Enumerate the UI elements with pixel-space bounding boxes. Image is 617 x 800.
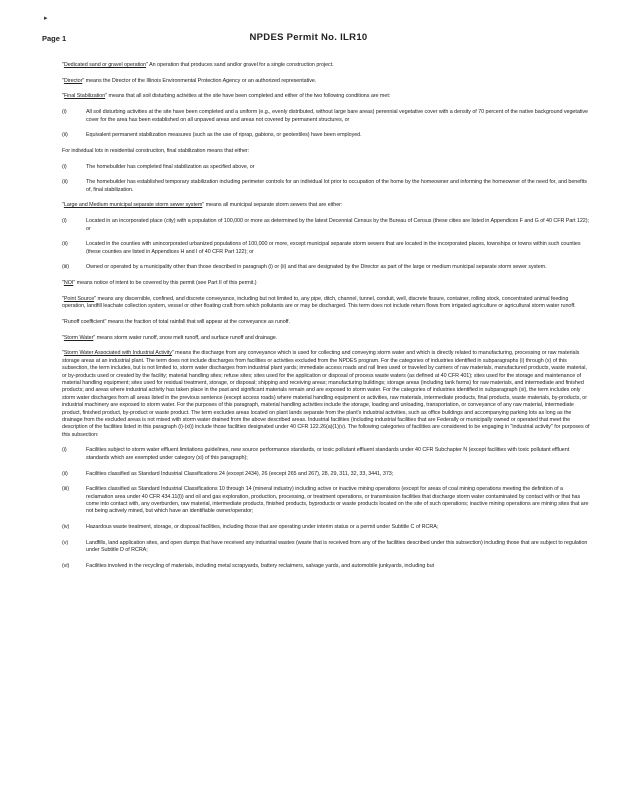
list-item-text: Landfills, land application sites, and open dumps that have received any industrial wastes (waste that is received from any of the facilities described under this subsection) including those that are subject to regulation under Subtitle D of RCRA;	[86, 539, 588, 554]
list-item	[62, 540, 590, 555]
defined-term: Storm Water	[63, 334, 94, 341]
definition-text: " means all municipal separate storm sewers that are either:	[202, 202, 343, 209]
list-item	[62, 524, 590, 531]
list-item	[62, 109, 590, 124]
list-item-text: Located in the counties with unincorporated urbanized populations of 100,000 or more, except municipal separate storm sewers that are located in the incorporated places, townships or towns within such counties (these counties are listed in Appendices H and I of 40 CFR Part 122); or	[86, 241, 581, 255]
scan-mark: ▸	[44, 15, 48, 22]
definition-paragraph: "Director" means the Director of the Illinois Environmental Protection Agency or an authorized representative.	[62, 77, 317, 84]
list-item	[62, 241, 590, 256]
list-item-label: (i)	[62, 447, 67, 454]
definition-paragraph: "Storm Water Associated with Industrial Activity" means the discharge from any conveyance which is used for collecting and conveying storm water and which is directly related to manufacturing, processing or raw materials storage areas at an industrial plant. The term does not include discharges from facilities or activities excluded from the NPDES program. For the categories of industries identified in subparagraphs (i) through (x) of this subsection, the term includes, but is not limited to, storm water discharges from industrial plant yards; immediate access roads and rail lines used or traveled by carriers of raw materials, manufactured products, waste material, or by-products used or created by the facility; material handling sites; refuse sites; sites used for the application or disposal of process waste waters (as defined at 40 CFR 401); sites used for the storage and maintenance of material handling equipment; sites used for residual treatment, storage, or disposal; shipping and receiving areas; manufacturing buildings; storage areas (including tank farms) for raw materials, and intermediate and finished products; and areas where industrial activity has taken place in the past and significant materials remain and are exposed to storm water. For the categories of industries identified in subparagraph (xi), the term includes only storm water discharges from all areas listed in the previous sentence (except access roads) where material handling equipment or activities, raw materials, intermediate products, final products, waste materials, by-products, or industrial machinery are exposed to storm water. For the purposes of this paragraph, material handling activities include the storage, loading and unloading, transportation, or conveyance of any raw material, intermediate product, finished product, by-product or waste product. The term excludes areas located on plant lands separate from the plant's industrial activities, such as office buildings and accompanying parking lots as long as the drainage from the excluded areas is not mixed with storm water drained from the above described areas. Industrial facilities (including industrial facilities that are Federally or municipally owned or operated that meet the description of the facilities listed in this paragraph (i)-(xi)) include those facilities designated under 40 CFR 122.26(a)(1)(v). The following categories of facilities are considered to be engaging in "industrial activity" for purposes of this subsection:	[62, 350, 590, 438]
list-item-text: Equivalent permanent stabilization measures (such as the use of riprap, gabions, or geotextiles) have been employed.	[86, 132, 362, 139]
list-item	[62, 179, 590, 194]
defined-term: Large and Medium municipal separate storm sewer system	[63, 202, 203, 209]
definition-text: " means storm water runoff, snow melt runoff, and surface runoff and drainage.	[93, 334, 278, 341]
list-item	[62, 471, 590, 478]
homebuilder-intro: For individual lots in residential construction, final stabilization means that either:	[62, 147, 250, 154]
defined-term: NOI	[63, 280, 74, 287]
list-item-text: Facilities classified as Standard Industrial Classifications 24 (except 2434), 26 (except 265 and 267), 28, 29, 311, 32, 33, 3441, 373;	[86, 470, 394, 477]
list-item-label: (vi)	[62, 563, 70, 569]
list-item-label: (iii)	[62, 486, 69, 493]
list-item-text: The homebuilder has completed final stabilization as specified above, or	[86, 163, 255, 170]
list-item	[62, 563, 590, 570]
definition-text: " means notice of intent to be covered by this permit (see Part II of this permit.)	[73, 280, 257, 287]
list-item-label: (v)	[62, 539, 69, 546]
definition-text: " means the fraction of total rainfall that will appear at the conveyance as runoff.	[104, 318, 290, 325]
list-item-label: (iii)	[62, 264, 69, 271]
defined-term: Point Source	[63, 295, 95, 302]
list-item-label: (ii)	[62, 179, 68, 186]
list-item-label: (i)	[62, 163, 67, 170]
list-item-label: (iv)	[62, 524, 70, 531]
page-number: Page 1	[42, 34, 67, 43]
definition-text: " means the discharge from any conveyance which is used for collecting and conveying storm water and which is directly related to manufacturing, processing or raw materials storage areas at an industrial plant. The term does not include discharges from facilities or activities excluded from the NPDES program. For the categories of industries identified in subparagraphs (i) through (x) of this subsection, the term includes, but is not limited to, storm water discharges from industrial plant yards; immediate access roads and rail lines used or traveled by carriers of raw materials, manufactured products, waste material, or by-products used or created by the facility; material handling sites; refuse sites; sites used for the application or disposal of process waste waters (as defined at 40 CFR 401); sites used for the storage and maintenance of material handling equipment; sites used for residual treatment, storage, or disposal; shipping and receiving areas; manufacturing buildings; storage areas (including tank farms) for raw materials, and intermediate and finished products; and areas where industrial activity has taken place in the past and significant materials remain and are exposed to storm water. For the categories of industries identified in subparagraph (xi), the term includes only storm water discharges from all areas listed in the previous sentence (except access roads) where material handling equipment or activities, raw materials, intermediate products, final products, waste materials, by-products, or industrial machinery are exposed to storm water. For the purposes of this paragraph, material handling activities include the storage, loading and unloading, transportation, or conveyance of any raw material, intermediate product, finished product, by-product or waste product. The term excludes areas located on plant lands separate from the plant's industrial activities, such as office buildings and accompanying parking lots as long as the drainage from the excluded areas is not mixed with storm water drained from the above described areas. Industrial facilities (including industrial facilities that are Federally or municipally owned or operated that meet the description of the facilities listed in this paragraph (i)-(xi)) include those facilities designated under 40 CFR 122.26(a)(1)(v). The following categories of facilities are considered to be engaging in "industrial activity" for purposes of this subsection:	[62, 350, 590, 438]
document-body	[62, 62, 590, 579]
definition-text: " means the Director of the Illinois Environmental Protection Agency or an authorized representative.	[82, 77, 317, 84]
list-item-text: Facilities involved in the recycling of materials, including metal scrapyards, battery reclaimers, salvage yards, and automobile junkyards, including but	[86, 563, 435, 569]
defined-term: Runoff coefficient	[63, 318, 105, 325]
definition-paragraph: "Storm Water" means storm water runoff, snow melt runoff, and surface runoff and drainage.	[62, 334, 278, 341]
list-item	[62, 164, 590, 171]
defined-term: Storm Water Associated with Industrial Activity	[63, 350, 172, 357]
list-item-text: Facilities classified as Standard Industrial Classifications 10 through 14 (mineral industry) including active or inactive mining operations (except for areas of coal mining operations meeting the definition of a reclamation area under 40 CFR 434.11(l)) and oil and gas exploration, production, processing, or treatment operations, or transmission facilities that discharge storm water contaminated by contact with or that has come into contact with, any overburden, raw material, intermediate products, finished products, byproducts or waste products located on the site of such operations; inactive mining operations are mining sites that are not being actively mined, but which have an identifiable owner/operator;	[86, 486, 589, 515]
definition-paragraph: "Point Source" means any discernible, confined, and discrete conveyance, including but not limited to, any pipe, ditch, channel, tunnel, conduit, well, discrete fissure, container, rolling stock, concentrated animal feeding operation, landfill leachate collection system, vessel or other floating craft from which pollutants are or may be discharged. This term does not include return flows from irrigated agriculture or agricultural storm water runoff.	[62, 295, 576, 310]
list-item-label: (ii)	[62, 132, 68, 139]
definition-text: " means any discernible, confined, and discrete conveyance, including but not limited to, any pipe, ditch, channel, tunnel, conduit, well, discrete fissure, container, rolling stock, concentrated animal feeding operation, landfill leachate collection system, vessel or other floating craft from which pollutants are or may be discharged. This term does not include return flows from irrigated agriculture or agricultural storm water runoff.	[62, 295, 576, 310]
list-item	[62, 264, 590, 271]
list-item	[62, 447, 590, 462]
defined-term: Final Stabilization	[63, 93, 106, 100]
page-title: NPDES Permit No. ILR10	[249, 32, 368, 43]
definition-text: " means that all soil disturbing activities at the site have been completed and either of the two following conditions are met:	[105, 93, 391, 100]
list-item	[62, 218, 590, 233]
list-item-text: Facilities subject to storm water effluent limitations guidelines, new source performance standards, or toxic pollutant effluent standards under 40 CFR Subchapter N (except facilities with toxic pollutant effluent standards which are exempted under category (xi) of this paragraph);	[86, 447, 570, 461]
definition-paragraph: "Runoff coefficient" means the fraction of total rainfall that will appear at the conveyance as runoff.	[62, 318, 290, 325]
list-item-label: (i)	[62, 109, 67, 116]
definition-paragraph: "Large and Medium municipal separate storm sewer system" means all municipal separate storm sewers that are either:	[62, 202, 343, 209]
definition-paragraph: "Dedicated sand or gravel operation" An operation that produces sand and/or gravel for a single construction project.	[62, 62, 334, 68]
list-item	[62, 486, 590, 516]
list-item-label: (ii)	[62, 241, 68, 248]
list-item-text: Hazardous waste treatment, storage, or disposal facilities, including those that are operating under interim status or a permit under Subtitle C of RCRA;	[86, 524, 439, 531]
list-item-text: Located in an incorporated place (city) with a population of 100,000 or more as determined by the latest Decennial Census by the Bureau of Census (these cities are listed in Appendices F and G of 40 CFR Part 122); or	[86, 218, 589, 232]
defined-term: Director	[63, 77, 83, 84]
list-item-text: Owned or operated by a municipality other than those described in paragraph (i) or (ii) and that are designated by the Director as part of the large or medium municipal separate storm sewer system.	[86, 264, 547, 271]
list-item-label: (ii)	[62, 470, 68, 477]
list-item	[62, 132, 590, 139]
list-item-text: The homebuilder has established temporary stabilization including perimeter controls for an individual lot prior to occupation of the home by the homeowner and informing the homeowner of the need for, and benefits of, final stabilization.	[86, 179, 587, 193]
list-item-label: (i)	[62, 218, 67, 225]
defined-term: Dedicated sand or gravel operation	[63, 62, 147, 68]
definition-paragraph: "NOI" means notice of intent to be covered by this permit (see Part II of this permit.)	[62, 280, 257, 287]
definition-paragraph: "Final Stabilization" means that all soil disturbing activities at the site have been completed and either of the two following conditions are met:	[62, 93, 391, 100]
list-item-text: All soil disturbing activities at the site have been completed and a uniform (e.g., evenly distributed, without large bare areas) perennial vegetative cover with a density of 70 percent of the native background vegetative cover for the area has been established on all unpaved areas and areas not covered by permanent structures, or	[86, 109, 588, 123]
definition-text: " An operation that produces sand and/or gravel for a single construction project.	[146, 62, 334, 68]
